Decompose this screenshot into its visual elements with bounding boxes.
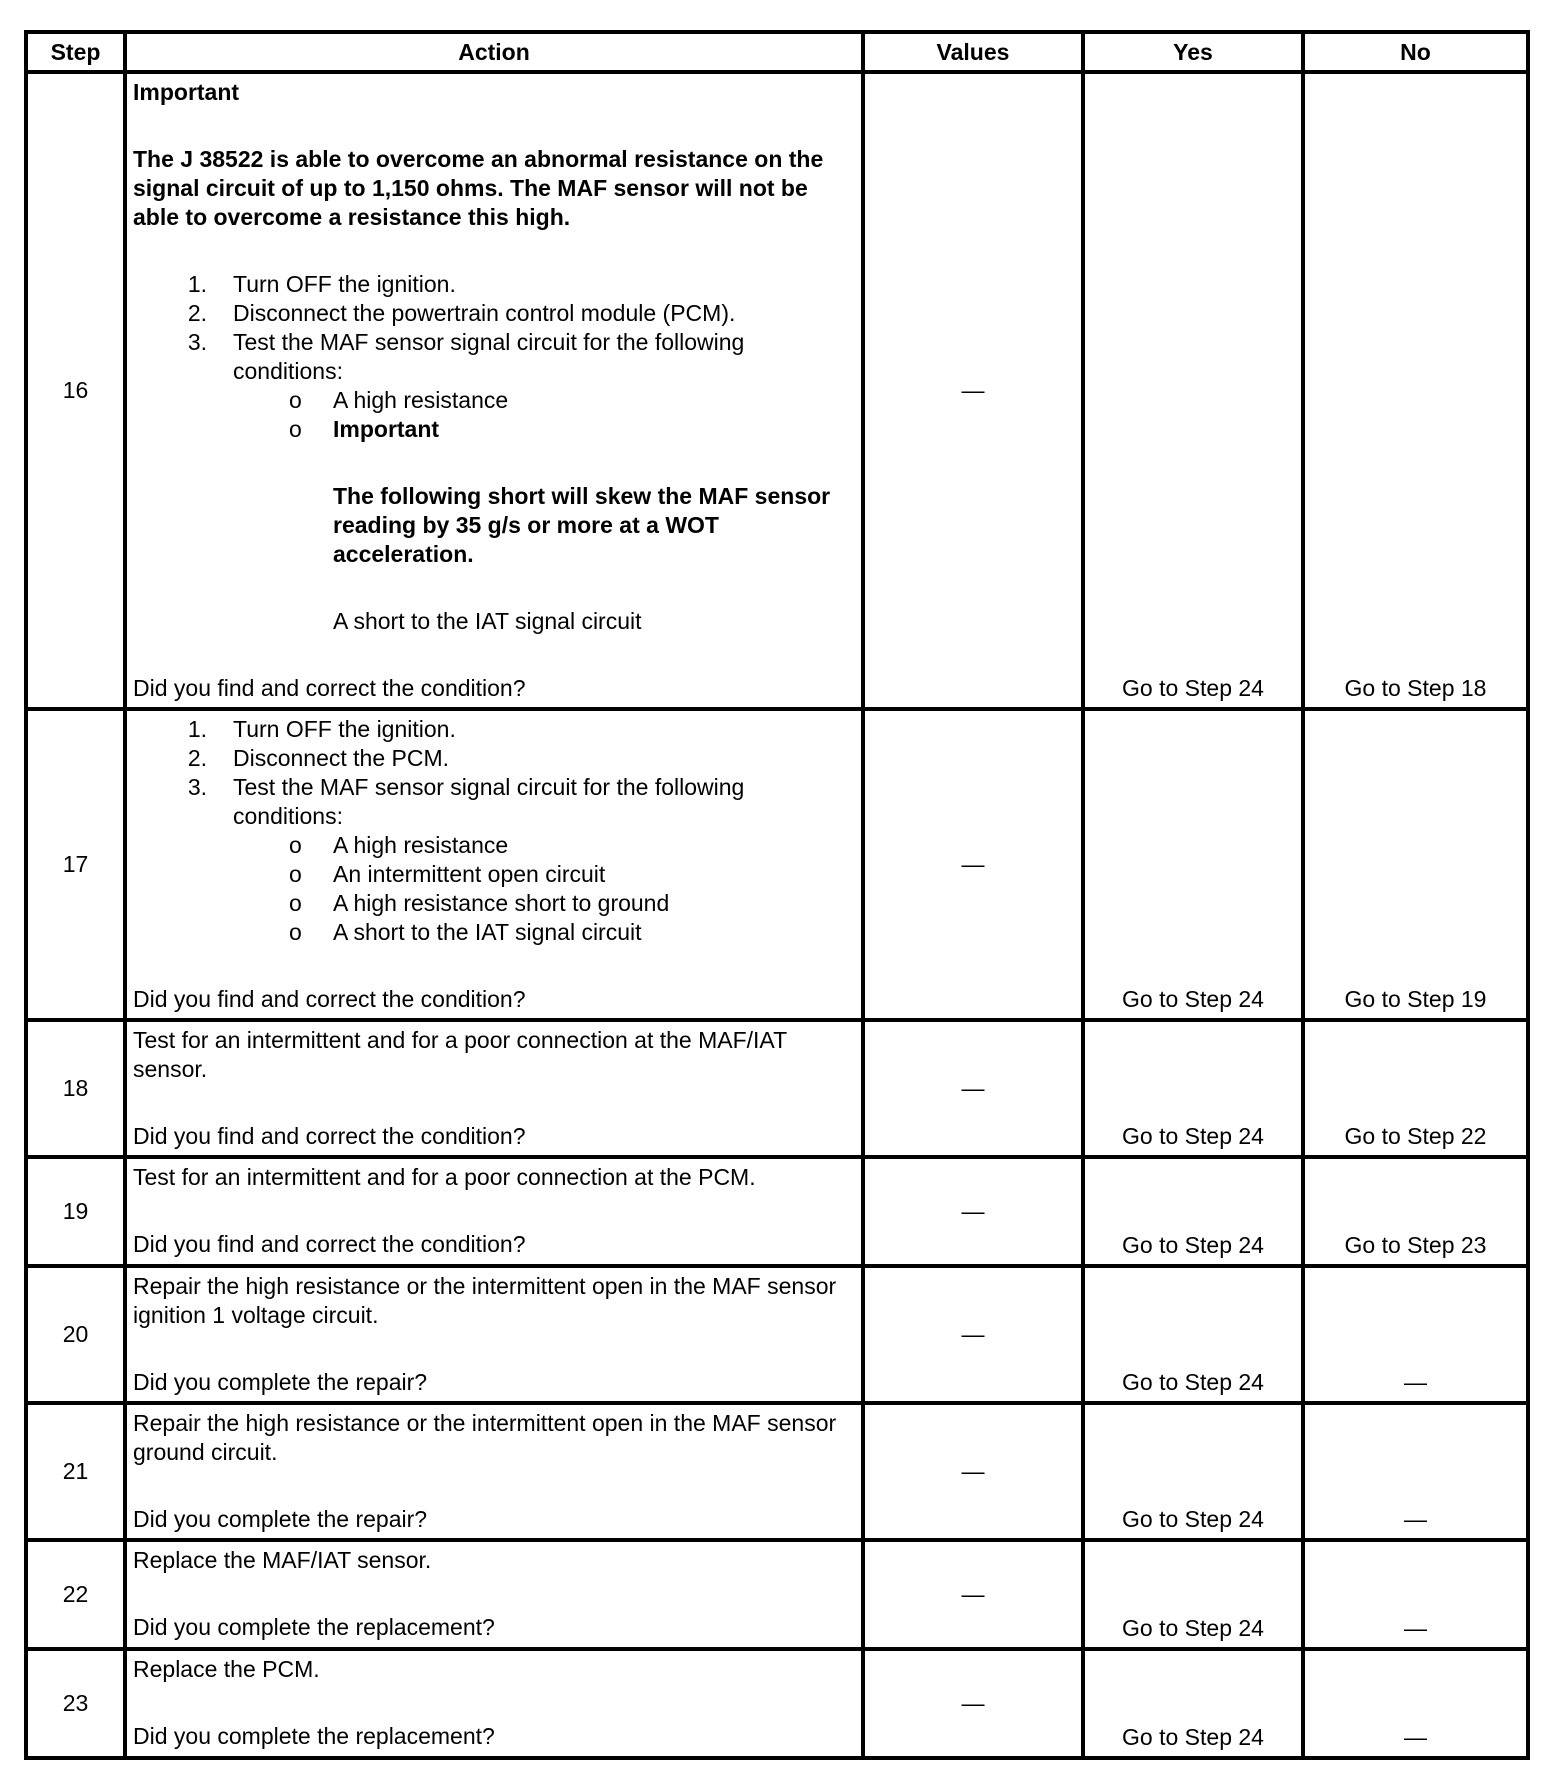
values-cell: — bbox=[863, 709, 1083, 1020]
action-text: Test for an intermittent and for a poor connection at the MAF/IAT sensor. bbox=[133, 1027, 787, 1082]
table-row bbox=[26, 1266, 1528, 1403]
important-note: The J 38522 is able to overcome an abnormal resistance on the signal circuit of up to 1,150 ohms. The MAF sensor will not be able to overcome a resistance this high. bbox=[133, 146, 824, 230]
yes-cell: Go to Step 24 bbox=[1083, 1403, 1303, 1540]
action-cell bbox=[125, 1403, 863, 1540]
list-item: 3. Test the MAF sensor signal circuit for the following conditions: bbox=[187, 774, 745, 829]
header-step: Step bbox=[26, 32, 125, 72]
values-cell: — bbox=[863, 1649, 1083, 1758]
bullet-icon: o bbox=[289, 416, 302, 442]
important-label: Important bbox=[133, 79, 240, 105]
action-cell bbox=[125, 709, 863, 1020]
values-cell: — bbox=[863, 72, 1083, 709]
question-text: Did you find and correct the condition? bbox=[133, 1231, 526, 1257]
step-number: 18 bbox=[26, 1020, 125, 1157]
list-item: 2. Disconnect the powertrain control module (PCM). bbox=[187, 300, 736, 326]
yes-cell: Go to Step 24 bbox=[1083, 72, 1303, 709]
procedure-list bbox=[133, 270, 855, 386]
condition-list bbox=[133, 386, 855, 444]
step-number: 21 bbox=[26, 1403, 125, 1540]
step-number: 20 bbox=[26, 1266, 125, 1403]
table-row bbox=[26, 1157, 1528, 1266]
question-text: Did you find and correct the condition? bbox=[133, 986, 526, 1012]
no-cell: Go to Step 22 bbox=[1303, 1020, 1528, 1157]
table-row bbox=[26, 1649, 1528, 1758]
question-text: Did you find and correct the condition? bbox=[133, 1123, 526, 1149]
no-cell: — bbox=[1303, 1266, 1528, 1403]
values-cell: — bbox=[863, 1157, 1083, 1266]
question-text: Did you complete the replacement? bbox=[133, 1723, 495, 1749]
list-item: 3. Test the MAF sensor signal circuit for the following conditions: bbox=[187, 329, 745, 384]
bullet-icon: o bbox=[289, 861, 302, 887]
list-item: o An intermittent open circuit bbox=[289, 861, 606, 887]
no-cell: Go to Step 18 bbox=[1303, 72, 1528, 709]
list-item: 2. Disconnect the PCM. bbox=[187, 745, 450, 771]
list-item: 1. Turn OFF the ignition. bbox=[187, 716, 456, 742]
action-text: Replace the PCM. bbox=[133, 1656, 320, 1682]
step-number: 22 bbox=[26, 1540, 125, 1649]
step-number: 23 bbox=[26, 1649, 125, 1758]
list-item: o A short to the IAT signal circuit bbox=[289, 919, 642, 945]
yes-cell: Go to Step 24 bbox=[1083, 709, 1303, 1020]
list-item: o A high resistance short to ground bbox=[289, 890, 670, 916]
question-text: Did you find and correct the condition? bbox=[133, 675, 526, 701]
yes-cell: Go to Step 24 bbox=[1083, 1266, 1303, 1403]
action-text: Repair the high resistance or the intermittent open in the MAF sensor ground circuit. bbox=[133, 1410, 837, 1465]
table-row bbox=[26, 709, 1528, 1020]
sub-important-note: The following short will skew the MAF sensor reading by 35 g/s or more at a WOT acceleration. bbox=[333, 483, 831, 567]
list-item: o A high resistance bbox=[289, 832, 509, 858]
action-cell bbox=[125, 1020, 863, 1157]
step-number: 17 bbox=[26, 709, 125, 1020]
bullet-icon: o bbox=[289, 919, 302, 945]
table-row bbox=[26, 72, 1528, 709]
no-cell: — bbox=[1303, 1649, 1528, 1758]
bullet-icon: o bbox=[289, 387, 302, 413]
list-item: 1. Turn OFF the ignition. bbox=[187, 271, 456, 297]
no-cell: — bbox=[1303, 1540, 1528, 1649]
values-cell: — bbox=[863, 1403, 1083, 1540]
sub-condition-text: A short to the IAT signal circuit bbox=[333, 608, 642, 634]
yes-cell: Go to Step 24 bbox=[1083, 1020, 1303, 1157]
values-cell: — bbox=[863, 1540, 1083, 1649]
condition-list bbox=[133, 831, 855, 947]
action-cell bbox=[125, 1649, 863, 1758]
yes-cell: Go to Step 24 bbox=[1083, 1649, 1303, 1758]
no-cell: Go to Step 19 bbox=[1303, 709, 1528, 1020]
action-text: Replace the MAF/IAT sensor. bbox=[133, 1547, 432, 1573]
values-cell: — bbox=[863, 1266, 1083, 1403]
action-cell bbox=[125, 72, 863, 709]
action-cell bbox=[125, 1157, 863, 1266]
procedure-list bbox=[133, 715, 855, 831]
no-cell: Go to Step 23 bbox=[1303, 1157, 1528, 1266]
diagnostic-table bbox=[24, 30, 1530, 1760]
list-item: o Important bbox=[289, 416, 440, 442]
table-row bbox=[26, 1020, 1528, 1157]
bullet-icon: o bbox=[289, 890, 302, 916]
action-text: Repair the high resistance or the intermittent open in the MAF sensor ignition 1 voltage circuit. bbox=[133, 1273, 837, 1328]
header-yes: Yes bbox=[1083, 32, 1303, 72]
table-row bbox=[26, 1403, 1528, 1540]
no-cell: — bbox=[1303, 1403, 1528, 1540]
question-text: Did you complete the repair? bbox=[133, 1506, 428, 1532]
question-text: Did you complete the replacement? bbox=[133, 1614, 495, 1640]
bullet-icon: o bbox=[289, 832, 302, 858]
values-cell: — bbox=[863, 1020, 1083, 1157]
step-number: 19 bbox=[26, 1157, 125, 1266]
question-text: Did you complete the repair? bbox=[133, 1369, 428, 1395]
yes-cell: Go to Step 24 bbox=[1083, 1157, 1303, 1266]
table-row bbox=[26, 1540, 1528, 1649]
header-action: Action bbox=[125, 32, 863, 72]
yes-cell: Go to Step 24 bbox=[1083, 1540, 1303, 1649]
list-item: o A high resistance bbox=[289, 387, 509, 413]
action-cell bbox=[125, 1266, 863, 1403]
action-cell bbox=[125, 1540, 863, 1649]
header-no: No bbox=[1303, 32, 1528, 72]
header-row bbox=[26, 32, 1528, 72]
action-text: Test for an intermittent and for a poor connection at the PCM. bbox=[133, 1164, 756, 1190]
header-values: Values bbox=[863, 32, 1083, 72]
step-number: 16 bbox=[26, 72, 125, 709]
